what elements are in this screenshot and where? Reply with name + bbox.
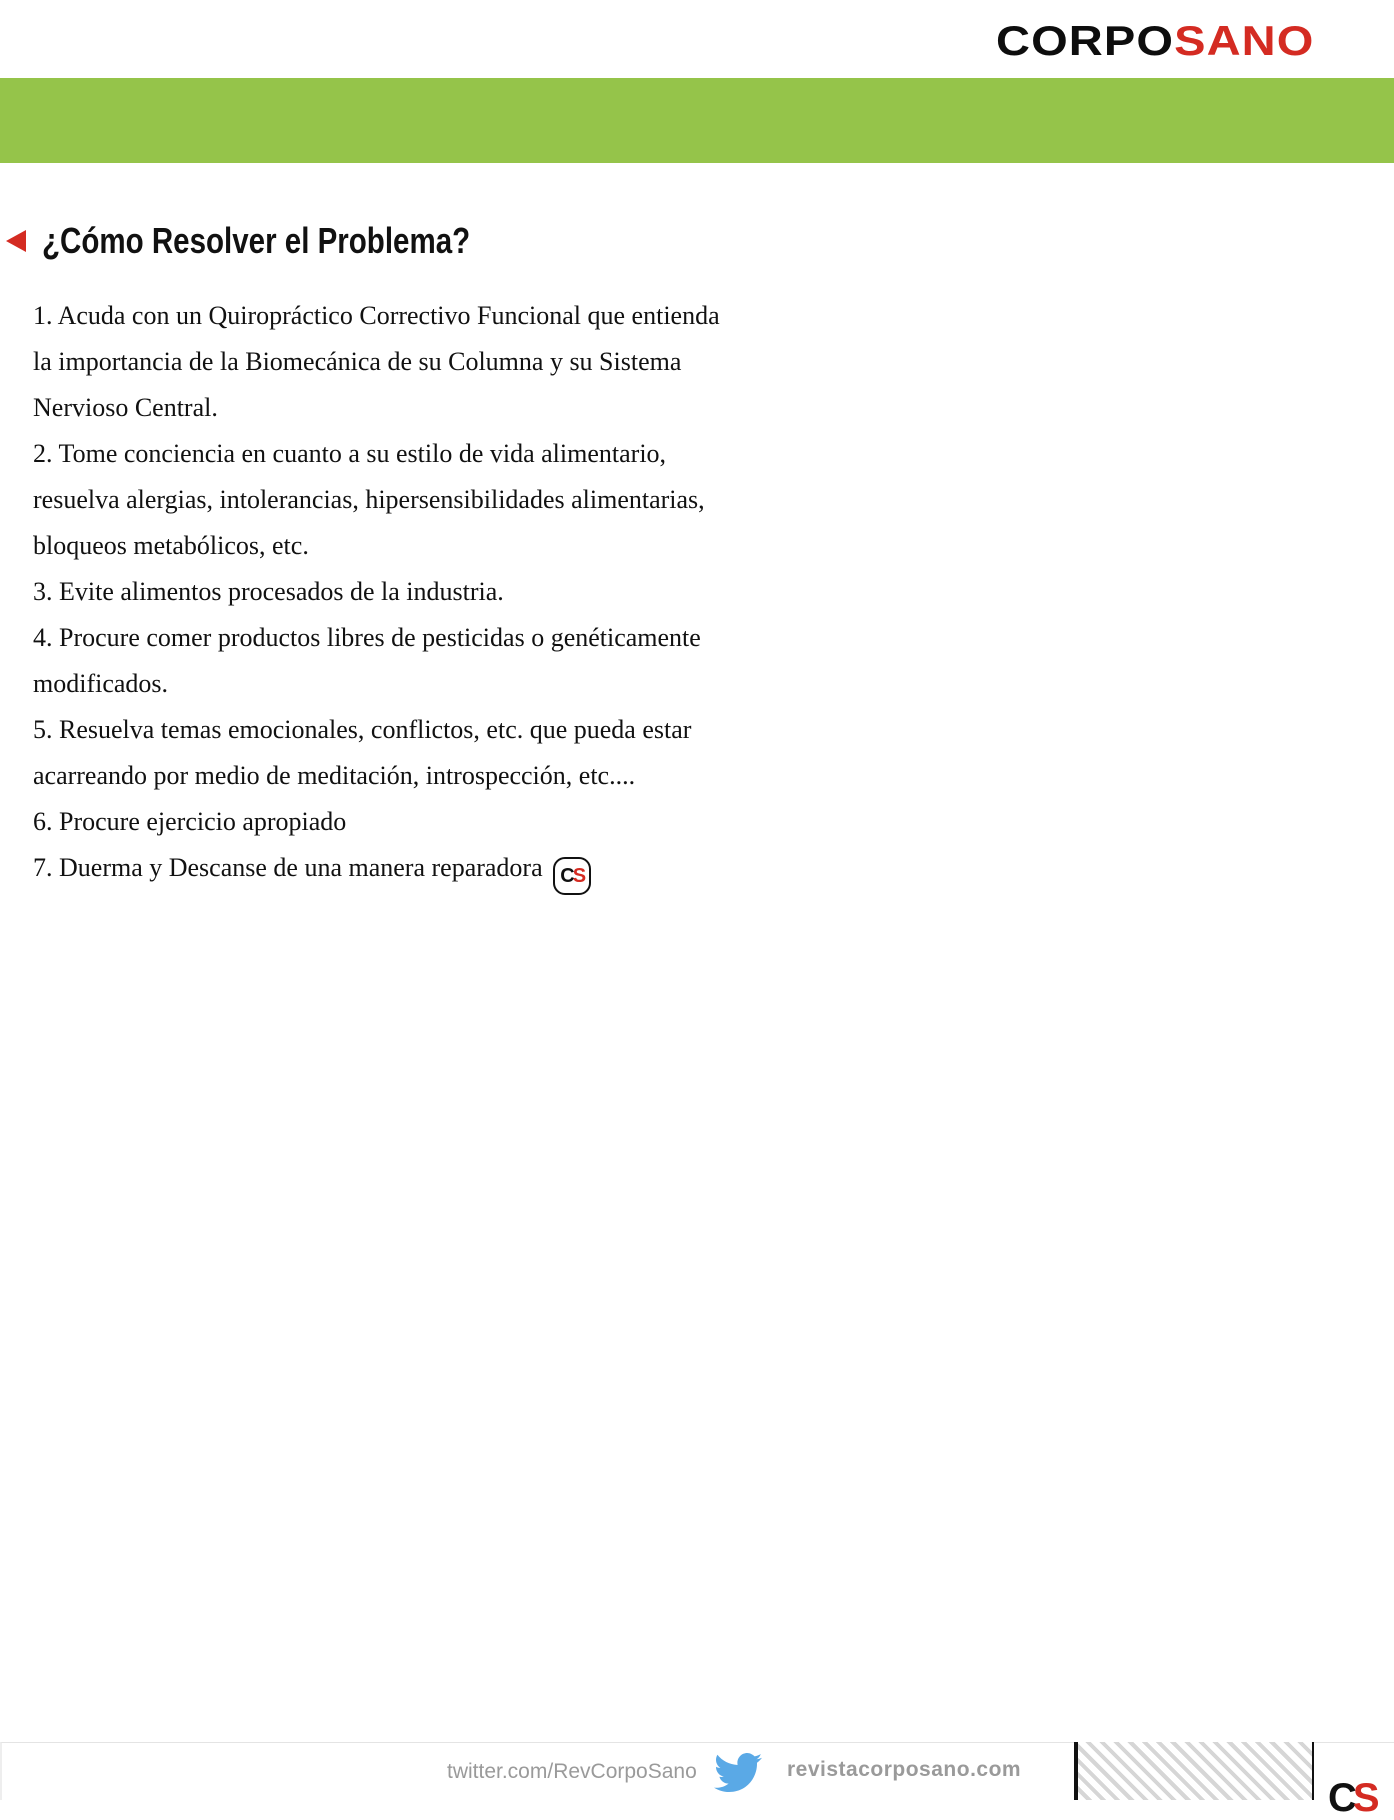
list-line: 4. Procure comer productos libres de pesticidas o genéticamente — [33, 623, 701, 652]
list-line: 1. Acuda con un Quiropráctico Correctivo Funcional que entienda — [33, 301, 720, 330]
footer-stripe-panel — [1074, 1742, 1314, 1800]
list-line: 6. Procure ejercicio apropiado — [33, 807, 347, 836]
list-line-text: 7. Duerma y Descanse de una manera reparadora — [33, 853, 543, 882]
list-line: la importancia de la Biomecánica de su Columna y su Sistema — [33, 347, 682, 376]
website-link[interactable]: revistacorposano.com — [787, 1758, 1022, 1781]
section-heading — [6, 220, 564, 262]
corposano-logo — [996, 17, 1315, 64]
section-title: ¿Cómo Resolver el Problema? — [42, 220, 471, 261]
list-line: 3. Evite alimentos procesados de la industria. — [33, 577, 504, 606]
list-line: 2. Tome conciencia en cuanto a su estilo de vida alimentario, — [33, 439, 667, 468]
logo-sano: SANO — [1174, 17, 1315, 64]
twitter-bird-icon[interactable] — [714, 1752, 762, 1794]
list-line: resuelva alergias, intolerancias, hipersensibilidades alimentarias, — [33, 485, 705, 514]
footer-cs-logo — [1328, 1778, 1376, 1818]
header-band — [0, 78, 1394, 163]
list-line: modificados. — [33, 669, 169, 698]
badge-s: S — [572, 865, 585, 887]
list-line: Nervioso Central. — [33, 393, 218, 422]
list-line: 5. Resuelva temas emocionales, conflictos, etc. que pueda estar — [33, 715, 692, 744]
logo-corpo: CORPO — [996, 17, 1175, 64]
cs-end-mark-icon — [553, 857, 591, 895]
twitter-link[interactable]: twitter.com/RevCorpoSano — [447, 1760, 697, 1783]
steps-list — [33, 293, 863, 895]
list-line: acarreando por medio de meditación, introspección, etc.... — [33, 761, 636, 790]
badge-c: C — [560, 865, 573, 887]
list-line: bloqueos metabólicos, etc. — [33, 531, 309, 560]
footer-c: C — [1328, 1776, 1353, 1820]
triangle-pointer-icon — [6, 230, 26, 252]
list-line-last — [33, 845, 863, 895]
footer-s: S — [1352, 1776, 1376, 1820]
